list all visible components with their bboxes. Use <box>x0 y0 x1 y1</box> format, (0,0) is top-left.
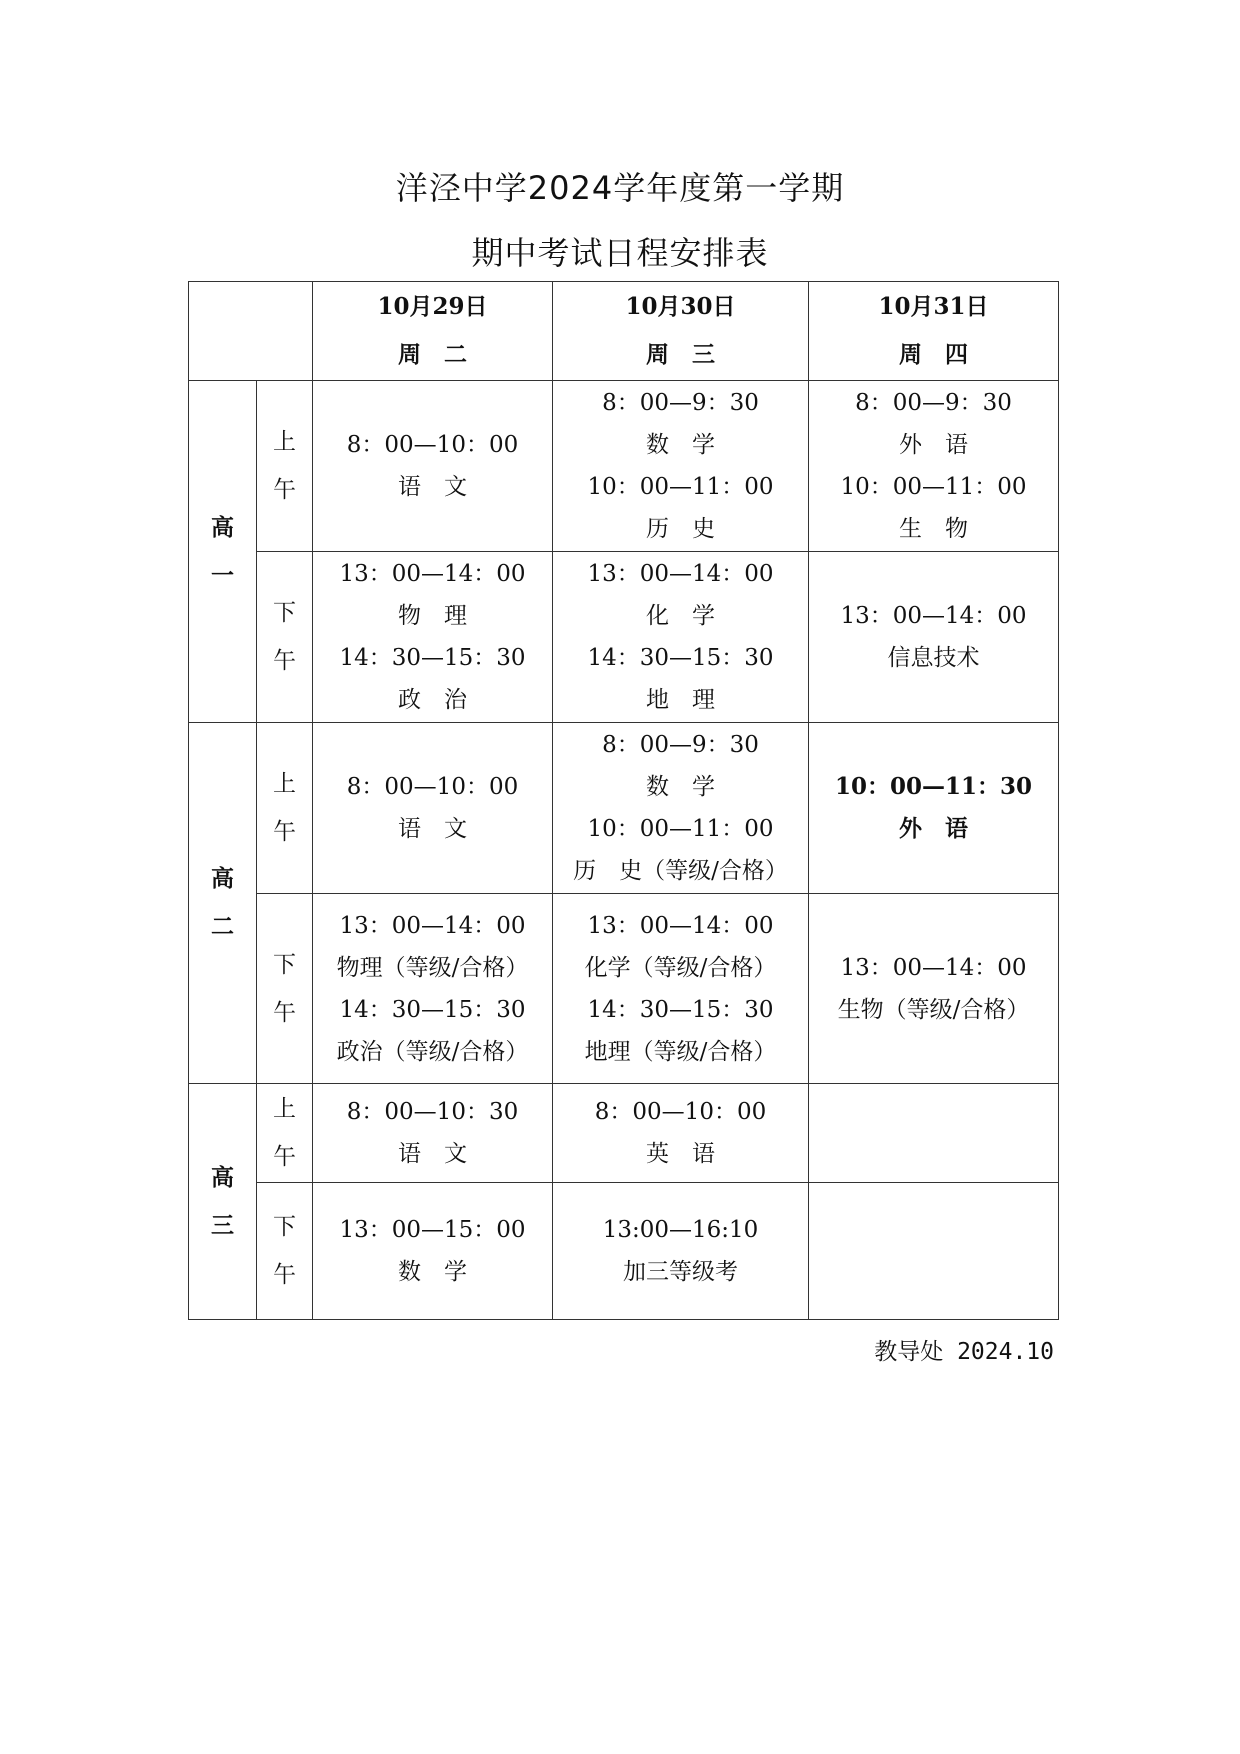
exam-cell: 8：00—9：30 数 学 10：00—11：00 历 史（等级/合格） <box>553 723 809 894</box>
exam-cell: 8：00—10：30 语 文 <box>313 1084 553 1183</box>
day-date: 10月29日 <box>377 293 488 320</box>
exam-cell: 13：00—14：00 物理（等级/合格） 14：30—15：30 政治（等级/合格） <box>313 894 553 1084</box>
exam-cell: 13：00—14：00 化 学 14：30—15：30 地 理 <box>553 552 809 723</box>
day-date: 10月30日 <box>625 293 736 320</box>
grade-label: 高 三 <box>189 1084 257 1320</box>
grade-label: 高 二 <box>189 723 257 1084</box>
grade-label: 高 一 <box>189 381 257 723</box>
exam-cell: 8：00—9：30 外 语 10：00—11：00 生 物 <box>809 381 1059 552</box>
grade2-morning-row <box>189 723 1059 894</box>
period-label: 上 午 <box>257 723 313 894</box>
title-line-2: 期中考试日程安排表 <box>471 234 769 272</box>
grade1-afternoon-row <box>189 552 1059 723</box>
day-date: 10月31日 <box>878 293 989 320</box>
exam-cell: 13：00—14：00 信息技术 <box>809 552 1059 723</box>
empty-cell <box>809 1084 1059 1183</box>
exam-cell: 13：00—14：00 化学（等级/合格） 14：30—15：30 地理（等级/合格） <box>553 894 809 1084</box>
day-header <box>553 282 809 381</box>
period-label: 下 午 <box>257 552 313 723</box>
exam-cell: 8：00—9：30 数 学 10：00—11：00 历 史 <box>553 381 809 552</box>
exam-cell: 8：00—10：00 语 文 <box>313 381 553 552</box>
day-header <box>313 282 553 381</box>
exam-cell: 13:00—16:10 加三等级考 <box>553 1183 809 1320</box>
exam-cell: 8：00—10：00 语 文 <box>313 723 553 894</box>
period-label: 下 午 <box>257 894 313 1084</box>
corner-cell <box>189 282 313 381</box>
grade2-afternoon-row <box>189 894 1059 1084</box>
day-weekday: 周 四 <box>899 341 968 368</box>
exam-cell: 13：00—14：00 物 理 14：30—15：30 政 治 <box>313 552 553 723</box>
day-header <box>809 282 1059 381</box>
schedule-table <box>188 281 1059 1320</box>
grade3-afternoon-row <box>189 1183 1059 1320</box>
exam-cell: 10：00—11：30 外 语 <box>809 723 1059 894</box>
grade3-morning-row <box>189 1084 1059 1183</box>
day-weekday: 周 二 <box>398 341 467 368</box>
exam-cell: 8：00—10：00 英 语 <box>553 1084 809 1183</box>
empty-cell <box>809 1183 1059 1320</box>
title-line-1: 洋泾中学2024学年度第一学期 <box>395 169 845 207</box>
header-row <box>189 282 1059 381</box>
footer-signature: 教导处 2024.10 <box>874 1339 1054 1365</box>
period-label: 上 午 <box>257 381 313 552</box>
exam-cell: 13：00—14：00 生物（等级/合格） <box>809 894 1059 1084</box>
day-weekday: 周 三 <box>646 341 715 368</box>
grade1-morning-row <box>189 381 1059 552</box>
period-label: 上 午 <box>257 1084 313 1183</box>
period-label: 下 午 <box>257 1183 313 1320</box>
exam-cell: 13：00—15：00 数 学 <box>313 1183 553 1320</box>
